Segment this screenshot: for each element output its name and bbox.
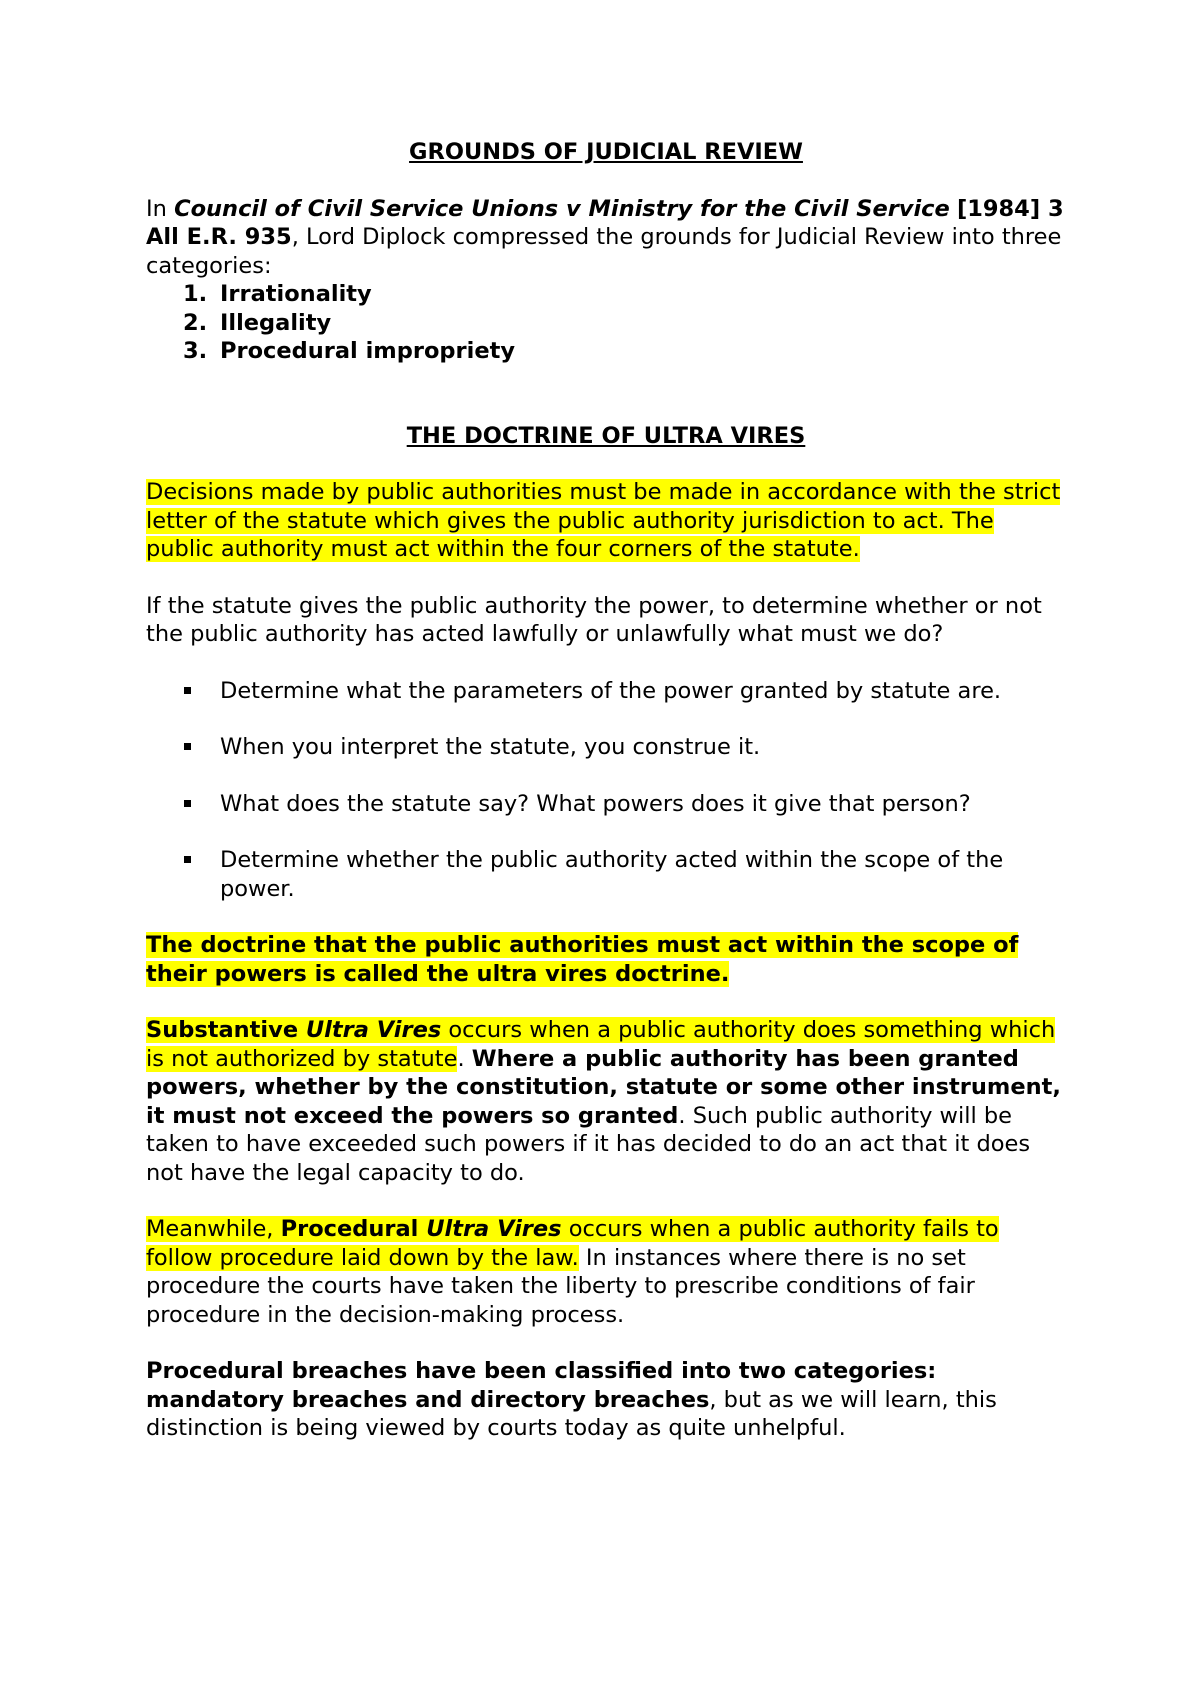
doctrine-highlight: The doctrine that the public authorities must act within the scope of their powers is called the ultra vires doctrine.	[146, 932, 1019, 987]
case-citation: [1984] 3 All E.R. 935	[146, 195, 1064, 250]
breaches-rest: , but as we will learn, this distinction is being viewed by courts today as quite unhelpful.	[146, 1386, 997, 1441]
intro-rest: , Lord Diplock compressed the grounds for Judicial Review into three categories:	[146, 224, 1062, 279]
substantive-highlight: occurs when a public authority does something which is not authorized by statute	[146, 1017, 1056, 1072]
steps-list	[146, 677, 1066, 904]
breaches-paragraph	[146, 1357, 1066, 1443]
intro-prefix: In	[146, 195, 175, 222]
square-bullet-icon	[184, 743, 191, 750]
breaches-bold: Procedural breaches have been classified into two categories: mandatory breaches and directory breaches	[146, 1358, 937, 1413]
grounds-list	[146, 280, 1066, 366]
substantive-ultra-vires: Ultra Vires	[305, 1017, 442, 1043]
list-item	[146, 280, 1066, 309]
procedural-bold: Procedural	[280, 1216, 427, 1242]
substantive-sep: .	[457, 1045, 472, 1072]
decisions-paragraph	[146, 478, 1066, 564]
procedural-highlight: occurs when a public authority fails to follow procedure laid down by the law.	[146, 1216, 999, 1271]
list-item	[146, 733, 1066, 762]
list-number: 3.	[183, 338, 208, 364]
case-name: Council of Civil Service Unions v Ministry for the Civil Service	[174, 195, 950, 222]
decisions-highlight: Decisions made by public authorities must be made in accordance with the strict letter of the statute which gives the public authority jurisdiction to act. The public authority must act within the four corners of the statute.	[146, 479, 1061, 562]
procedural-paragraph	[146, 1215, 1066, 1329]
list-label: Illegality	[220, 309, 332, 336]
substantive-rest: . Such public authority will be taken to have exceeded such powers if it has decided to do an act that it does not have the legal capacity to do.	[146, 1102, 1031, 1186]
document-page	[146, 138, 1066, 1443]
square-bullet-icon	[184, 800, 191, 807]
substantive-bold: Where a public authority has been granted powers, whether by the constitution, statute or some other instrument, it must not exceed the powers so granted	[146, 1045, 1061, 1129]
list-text: What does the statute say? What powers does it give that person?	[220, 790, 971, 817]
procedural-start: Meanwhile,	[146, 1216, 281, 1242]
list-item	[146, 846, 1066, 903]
list-item	[146, 677, 1066, 706]
list-text: Determine whether the public authority acted within the scope of the power.	[220, 847, 1004, 902]
question-paragraph: If the statute gives the public authority the power, to determine whether or not the public authority has acted lawfully or unlawfully what must we do?	[146, 592, 1042, 647]
square-bullet-icon	[184, 856, 191, 863]
list-label: Procedural impropriety	[220, 338, 516, 364]
list-item	[146, 790, 1066, 819]
list-text: Determine what the parameters of the power granted by statute are.	[220, 677, 1002, 704]
list-text: When you interpret the statute, you construe it.	[220, 734, 761, 760]
square-bullet-icon	[184, 687, 191, 694]
list-item	[146, 337, 1066, 366]
intro-paragraph	[146, 195, 1066, 281]
procedural-rest: In instances where there is no set procedure the courts have taken the liberty to prescribe conditions of fair procedure in the decision-making process.	[146, 1244, 975, 1328]
list-item	[146, 309, 1066, 338]
substantive-lead: Substantive	[146, 1017, 306, 1043]
heading-grounds: GROUNDS OF JUDICIAL REVIEW	[409, 139, 803, 165]
doctrine-paragraph	[146, 931, 1066, 988]
list-label: Irrationality	[220, 281, 372, 307]
list-number: 1.	[183, 281, 208, 307]
procedural-ultra-vires: Ultra Vires	[426, 1216, 562, 1242]
substantive-paragraph	[146, 1016, 1066, 1187]
heading-ultra-vires: THE DOCTRINE OF ULTRA VIRES	[406, 422, 806, 449]
list-number: 2.	[183, 309, 208, 336]
